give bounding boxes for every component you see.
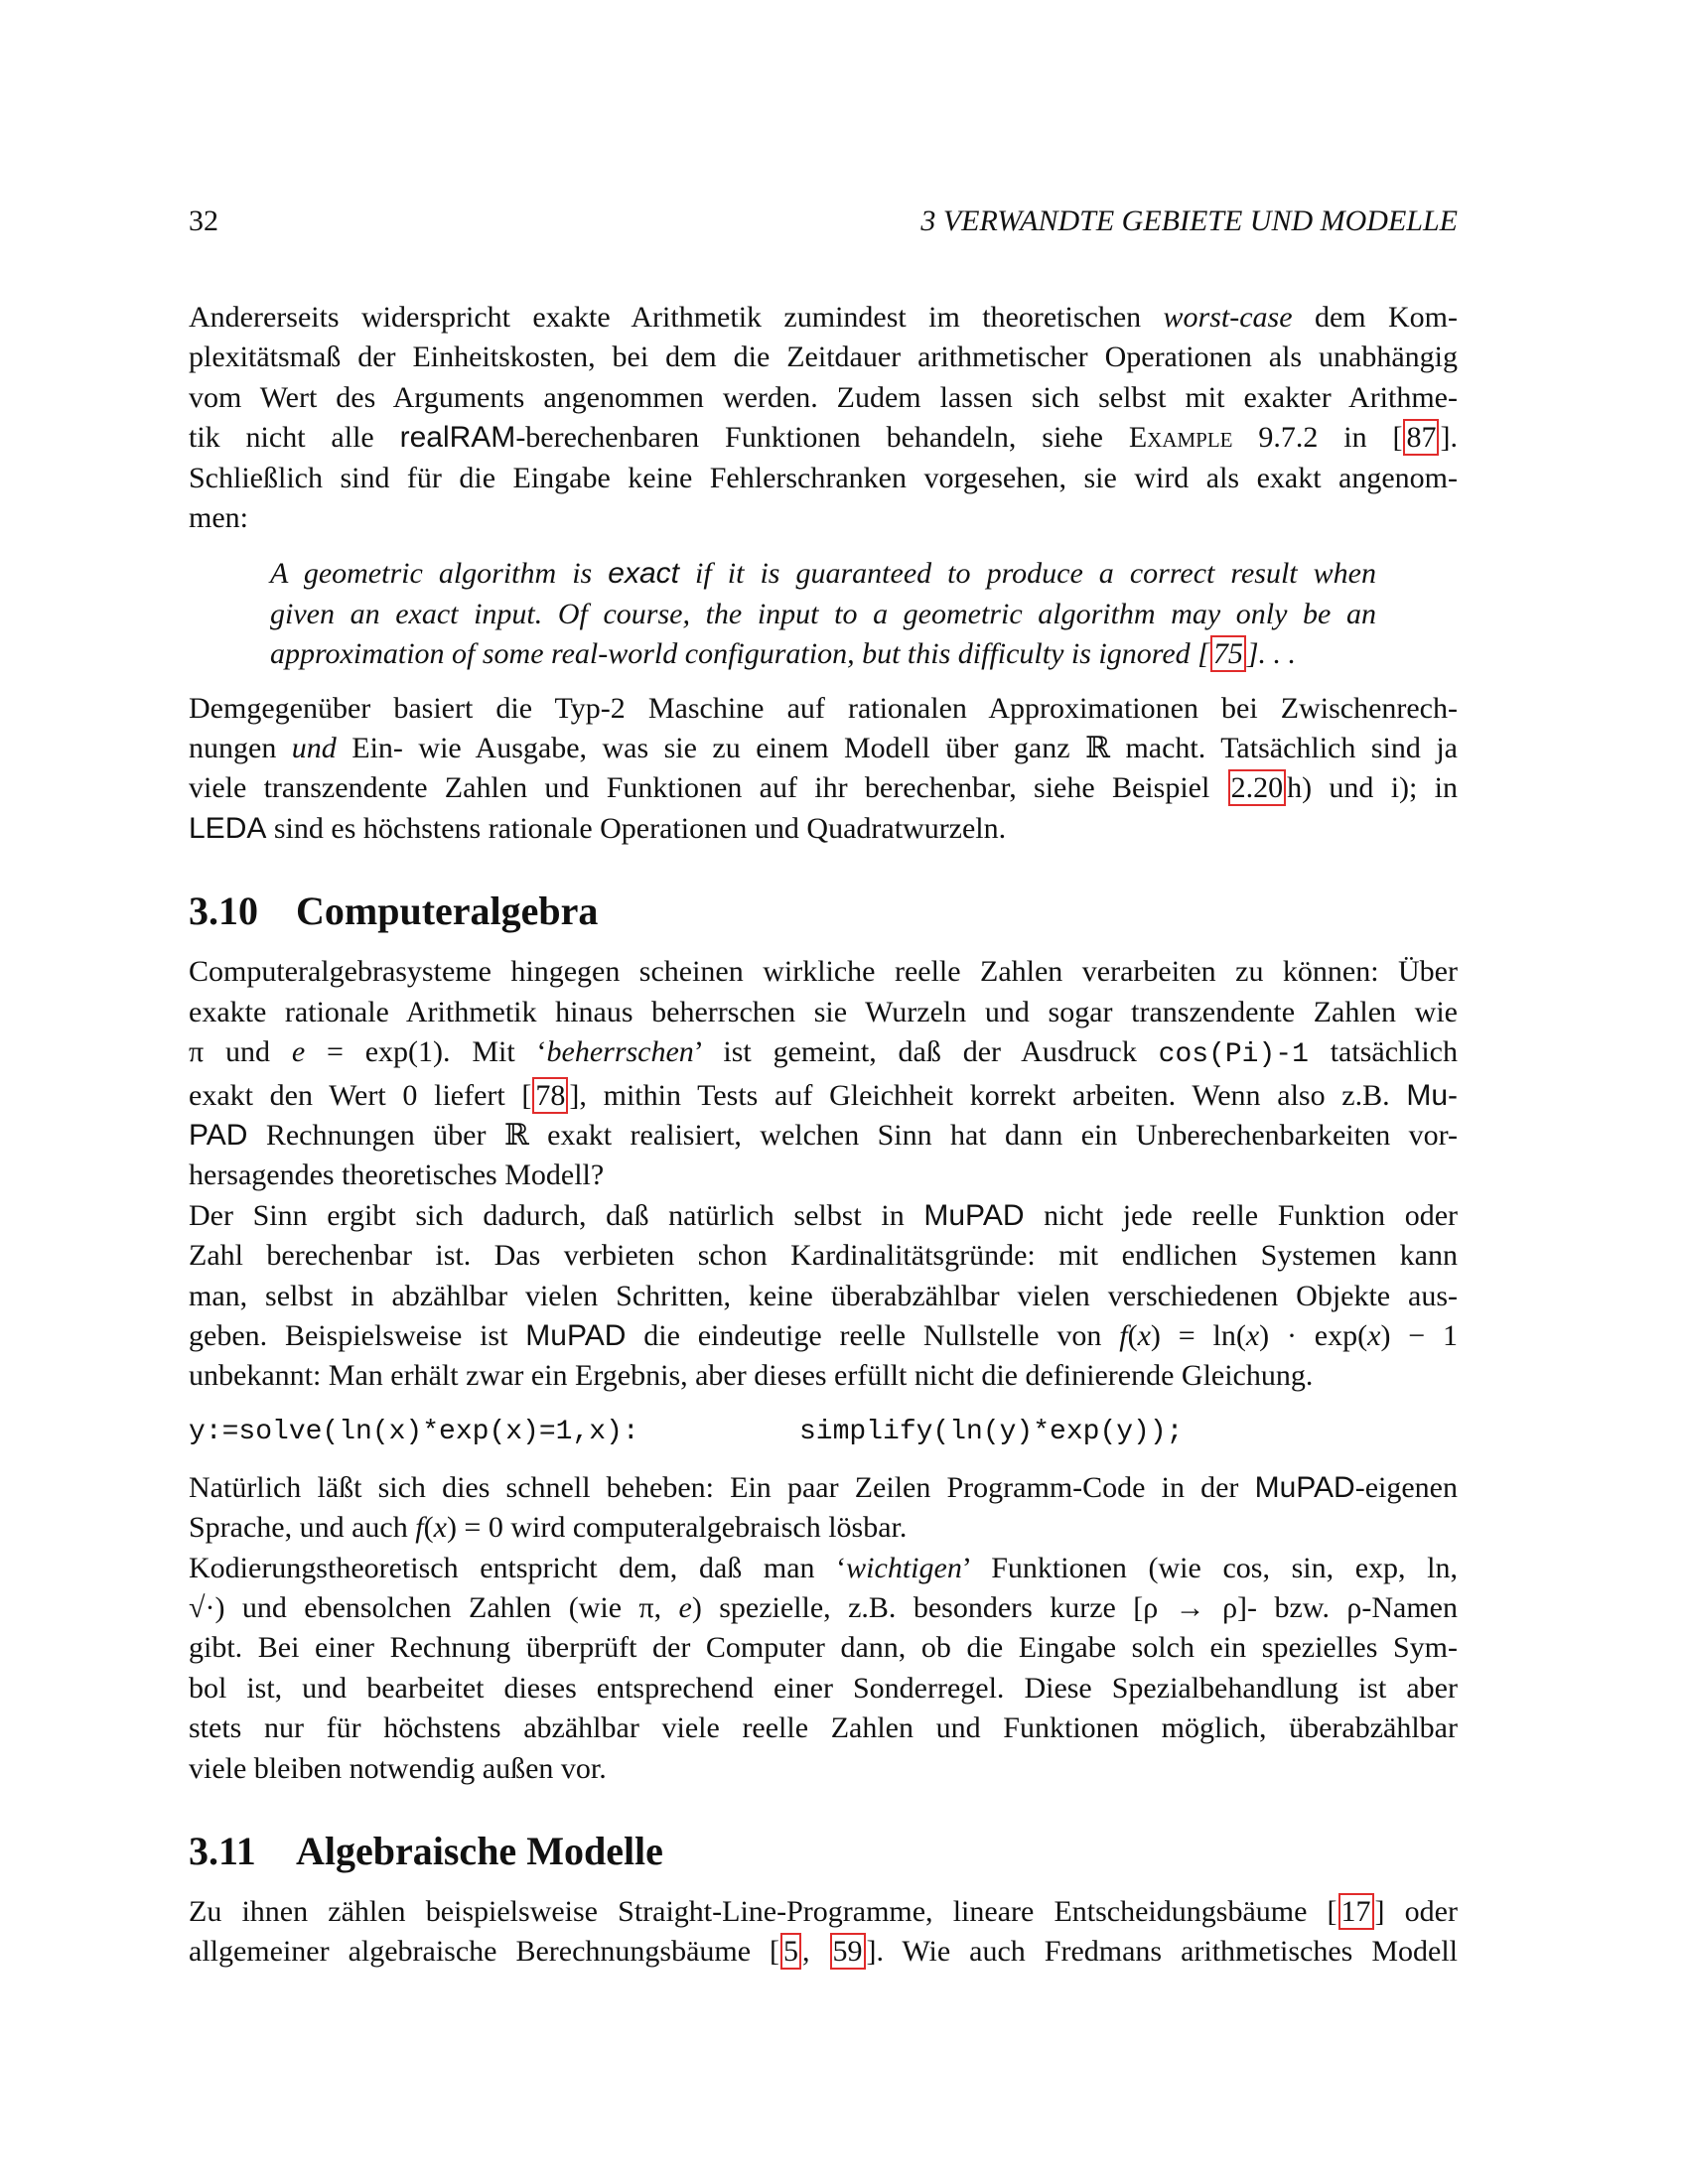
paragraph-1: Andererseits widerspricht exakte Arithmetik zumindest im theoretischen worst-case dem Kom- plexitätsmaß der Einheitskosten, bei dem die Zeitdauer arithmetischer Operationen als unabhängig vom Wert des Arguments angenommen werden. Zudem lassen sich selbst mit exakter Arithme- tik nicht alle realRAM-berechenbaren Funktionen behandeln, siehe Example 9.7.2 in [ 87 ]. Schließlich sind für die Eingabe keine Fehlerschranken vorgesehen, sie wird als exakt angenom- men: bbox=[189, 301, 1458, 535]
chapter-title: 3 VERWANDTE GEBIETE UND MODELLE bbox=[920, 205, 1458, 237]
running-head bbox=[189, 202, 1458, 241]
cross-reference-link[interactable]: 2.20 bbox=[1228, 769, 1287, 806]
paragraph-7: Zu ihnen zählen beispielsweise Straight-Line-Programme, lineare Entscheidungsbäume [ 17 ] oder allgemeiner algebraische Berechnungsbäume [ 5 , 59 ]. Wie auch Fredmans arithmetisches Modell bbox=[189, 1895, 1458, 1969]
code-block bbox=[189, 1413, 1458, 1452]
citation-link[interactable]: 75 bbox=[1210, 635, 1246, 672]
section-heading-3-10: 3.10 Computeralgebra bbox=[189, 888, 599, 934]
body-text bbox=[189, 298, 1458, 1973]
paragraph-6: Kodierungstheoretisch entspricht dem, daß man ‘wichtigen’ Funktionen (wie cos, sin, exp, ln, √·) und ebensolchen Zahlen (wie π, e) spezielle, z.B. besonders kurze [ρ → ρ]- bzw. ρ-Namen gibt. Bei einer Rechnung überprüft der Computer dann, ob die Eingabe solch ein spezielles Sym- bol ist, und bearbeitet dieses entsprechend einer Sonderregel. Diese Spezialbehandlung ist aber stets nur für höchstens abzählbar viele reelle Zahlen und Funktionen möglich, überabzählbar viele bleiben notwendig außen vor. bbox=[189, 1551, 1459, 1785]
citation-link[interactable]: 78 bbox=[532, 1077, 568, 1114]
citation-link[interactable]: 87 bbox=[1403, 419, 1439, 456]
citation-link[interactable]: 5 bbox=[780, 1933, 801, 1970]
page-number: 32 bbox=[189, 205, 218, 237]
code-solve: y:=solve(ln(x)*exp(x)=1,x): bbox=[189, 1416, 639, 1447]
code-simplify: simplify(ln(y)*exp(y)); bbox=[799, 1416, 1184, 1447]
paragraph-2: Demgegenüber basiert die Typ-2 Maschine auf rationalen Approximationen bei Zwischenrech- nungen und Ein- wie Ausgabe, was sie zu einem Modell über ganz ℝ macht. Tatsächlich sind ja viele transzendente Zahlen und Funktionen auf ihr berechenbar, siehe Beispiel 2.20 h) und i); in LEDA sind es höchstens rationale Operationen und Quadratwurzeln. bbox=[189, 691, 1458, 845]
paragraph-3: Computeralgebrasysteme hingegen scheinen wirkliche reelle Zahlen verarbeiten zu können: Über exakte rationale Arithmetik hinaus beherrschen sie Wurzeln und sogar transzendente Zahlen wie π und e = exp(1). Mit ‘beherrschen’ ist gemeint, daß der Ausdruck cos(Pi)-1 tatsächlich exakt den Wert 0 liefert [ 78 ], mithin Tests auf Gleichheit korrekt arbeiten. Wenn also z.B. Mu- PAD Rechnungen über ℝ exakt realisiert, welchen Sinn hat dann ein Unberechenbarkeiten vor- hersagendes theoretisches Modell? bbox=[189, 955, 1458, 1192]
citation-link[interactable]: 17 bbox=[1338, 1893, 1374, 1930]
citation-link[interactable]: 59 bbox=[830, 1933, 866, 1970]
block-quote: A geometric algorithm is exact if it is guaranteed to produce a correct result when given an exact input. Of course, the input to a geometric algorithm may only be an approximation of some real-world configuration, but this difficulty is ignored [ 75 ]. . . bbox=[270, 557, 1376, 671]
inline-code: cos(Pi)-1 bbox=[1158, 1039, 1309, 1071]
paragraph-4: Der Sinn ergibt sich dadurch, daß natürlich selbst in MuPAD nicht jede reelle Funktion oder Zahl berechenbar ist. Das verbieten schon Kardinalitätsgründe: mit endlichen Systemen kann man, selbst in abzählbar vielen Schritten, keine überabzählbar vielen verschiedenen Objekte aus- geben. Beispielsweise ist MuPAD die eindeutige reelle Nullstelle von f(x) = ln(x) · exp(x) − 1 unbekannt: Man erhält zwar ein Ergebnis, aber dieses erfüllt nicht die definierende Gleichung. bbox=[189, 1198, 1459, 1393]
paragraph-5: Natürlich läßt sich dies schnell beheben: Ein paar Zeilen Programm-Code in der MuPAD-eigenen Sprache, und auch f(x) = 0 wird computeralgebraisch lösbar. bbox=[189, 1470, 1458, 1545]
section-heading-3-11: 3.11 Algebraische Modelle bbox=[189, 1829, 663, 1873]
